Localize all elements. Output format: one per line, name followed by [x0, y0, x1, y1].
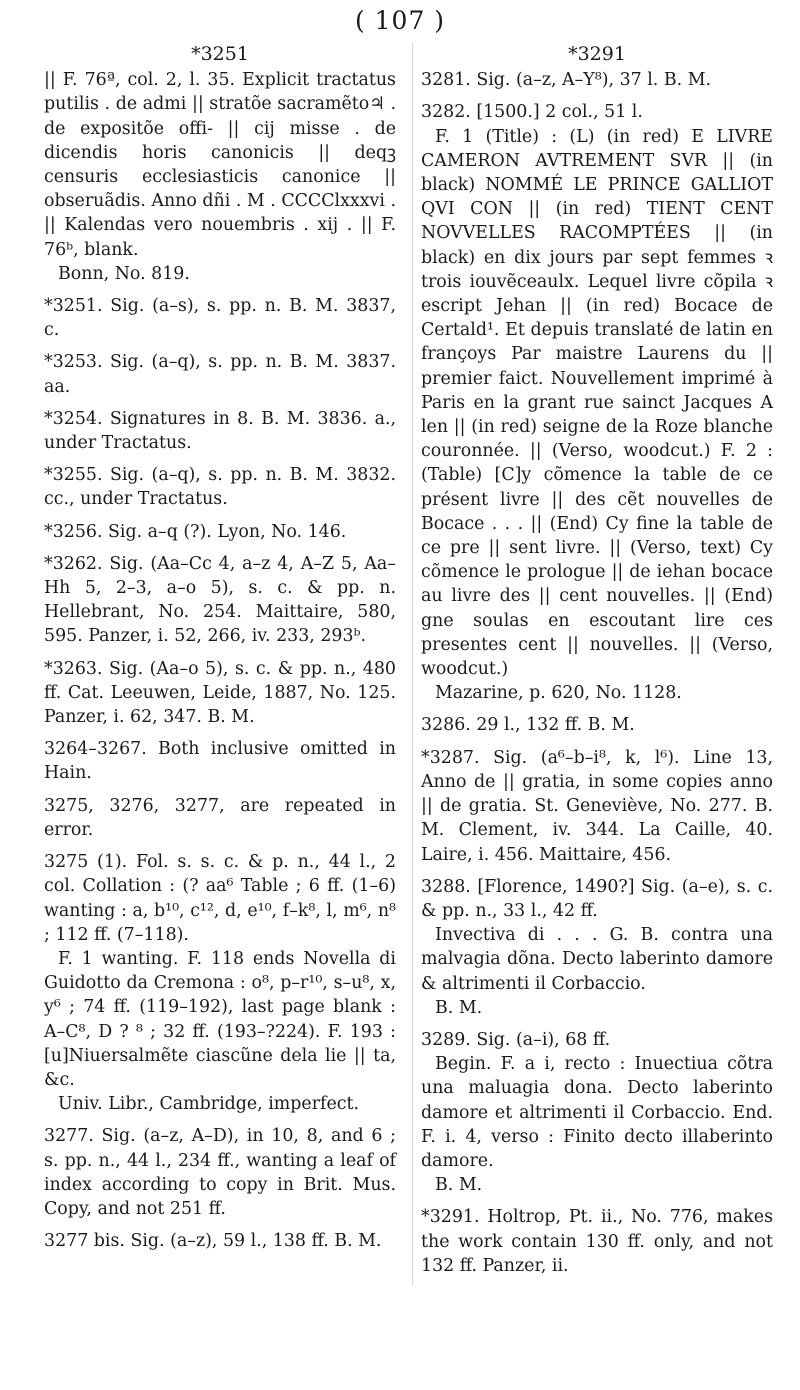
entry-paragraph: Univ. Libr., Cambridge, imperfect.: [58, 1094, 360, 1115]
catalogue-entry: [421, 875, 773, 1020]
right-column: [412, 42, 773, 1286]
left-column: [44, 42, 396, 1261]
page-number: ( 107 ): [354, 6, 446, 35]
entry-paragraph: *3263. Sig. (Aa–o 5), s. c. & pp. n., 480 ff. Cat. Leeuwen, Leide, 1887, No. 125. Panzer, i. 62, 347. B. M.: [44, 658, 396, 728]
catalogue-entry: [44, 68, 396, 286]
catalogue-entry: [44, 294, 396, 342]
catalogue-entry: [421, 1028, 773, 1197]
entry-paragraph: 3289. Sig. (a–i), 68 ff.: [421, 1029, 611, 1050]
entry-paragraph: *3291. Holtrop, Pt. ii., No. 776, makes the work contain 130 ff. only, and not 132 ff. Panzer, ii.: [421, 1207, 773, 1276]
entry-paragraph: B. M.: [435, 997, 483, 1018]
entry-paragraph: 3288. [Florence, 1490?] Sig. (a–e), s. c. & pp. n., 33 l., 42 ff.: [421, 876, 773, 921]
catalogue-entry: [44, 1124, 396, 1221]
entry-paragraph: 3275, 3276, 3277, are repeated in error.: [44, 795, 396, 840]
catalogue-entry: [44, 657, 396, 730]
entry-paragraph: 3281. Sig. (a–z, A–Y⁸), 37 l. B. M.: [421, 70, 712, 91]
catalogue-entry: [44, 794, 396, 842]
entry-paragraph: 3277 bis. Sig. (a–z), 59 l., 138 ff. B. M.: [44, 1231, 382, 1252]
entry-paragraph: Invectiva di . . . G. B. contra una malvagia dõna. Decto laberinto damore & altrimenti il Corbaccio.: [421, 925, 773, 994]
catalogue-entry: [421, 68, 773, 92]
right-entries: [421, 68, 773, 1278]
entry-paragraph: Bonn, No. 819.: [58, 263, 190, 284]
entry-paragraph: B. M.: [435, 1175, 483, 1196]
entry-paragraph: *3287. Sig. (a⁶–b–i⁸, k, l⁶). Line 13, Anno de || gratia, in some copies anno || de gratia. St. Geneviève, No. 277. B. M. Clement, iv. 344. La Caille, 40. Laire, i. 456. Maittaire, 456.: [421, 747, 773, 865]
entry-paragraph: *3251. Sig. (a–s), s. pp. n. B. M. 3837, c.: [44, 296, 396, 341]
catalogue-entry: [44, 350, 396, 398]
entry-paragraph: *3262. Sig. (Aa–Cc 4, a–z 4, A–Z 5, Aa–Hh 5, 2–3, a–o 5), s. c. & pp. n. Hellebrant, No. 254. Maittaire, 580, 595. Panzer, i. 52, 266, iv. 233, 293ᵇ.: [44, 553, 396, 647]
catalogue-entry: [44, 737, 396, 785]
entry-paragraph: 3264–3267. Both inclusive omitted in Hain.: [44, 739, 396, 784]
entry-paragraph: F. 1 wanting. F. 118 ends Novella di Guidotto da Cremona : o⁸, p–r¹⁰, s–u⁸, x, y⁶ ; 74 ff. (119–192), last page blank : A–C⁸, D ? ⁸ ; 32 ff. (193–?224). F. 193 : [u]Niuersalmẽte ciascũne dela lie || ta, &c.: [44, 948, 396, 1090]
right-running-header: *3291: [568, 43, 626, 65]
catalogue-entry: [44, 850, 396, 1116]
entry-paragraph: 3282. [1500.] 2 col., 51 l.: [421, 102, 643, 123]
catalogue-entry: [44, 407, 396, 455]
catalogue-entry: [421, 1205, 773, 1278]
entry-paragraph: Mazarine, p. 620, No. 1128.: [435, 683, 682, 704]
left-running-header: *3251: [191, 43, 249, 65]
entry-paragraph: 3277. Sig. (a–z, A–D), in 10, 8, and 6 ; s. pp. n., 44 l., 234 ff., wanting a leaf of index according to copy in Brit. Mus. Copy, and not 251 ff.: [44, 1126, 396, 1219]
catalogue-entry: [44, 1229, 396, 1253]
entry-paragraph: *3256. Sig. a–q (?). Lyon, No. 146.: [44, 521, 347, 542]
entry-paragraph: F. 1 (Title) : (L) (in red) E LIVRE CAMERON AVTREMENT SVR || (in black) NOMMÉ LE PRINCE GALLIOT QVI CON || (in red) TIENT CENT NOVVELLES RACOMPTÉES || (in black) en dix jours par sept femmes ꝛ trois iouvẽceaulx. Lequel livre cõpila ꝛ escript Jehan || (in red) Bocace de Certald¹. Et depuis translaté de latin en françoys Par maistre Laurens du || premier faict. Nouvellement imprimé à Paris en la grant rue sainct Jacques A len || (in red) seigne de la Roze blanche couronnée. || (Verso, woodcut.) F. 2 : (Table) [C]y cõmence la table de ce présent livre || des cẽt nouvelles de Bocace . . . || (End) Cy fine la table de ce pre || sent livre. || (Verso, text) Cy cõmence le prologue || de iehan bocace au livre des || cent nouvelles. || (End) gne soulas en escoutant lire ces presentes cent || nouvelles. || (Verso, woodcut.): [421, 126, 773, 680]
entry-paragraph: 3275 (1). Fol. s. s. c. & p. n., 44 l., 2 col. Collation : (? aa⁶ Table ; 6 ff. (1–6) wanting : a, b¹⁰, c¹², d, e¹⁰, f–k⁸, l, m⁶, n⁸ ; 112 ff. (7–118).: [44, 852, 396, 945]
catalogue-entry: [44, 520, 396, 544]
catalogue-entry: [421, 100, 773, 705]
catalogue-entry: [421, 746, 773, 867]
entry-paragraph: Begin. F. a i, recto : Inuectiua cõtra una maluagia dona. Decto laberinto damore et altrimenti il Corbaccio. End. F. i. 4, verso : Finito decto illaberinto damore.: [421, 1054, 773, 1171]
catalogue-entry: [421, 713, 773, 737]
catalogue-entry: [44, 552, 396, 649]
entry-paragraph: 3286. 29 l., 132 ff. B. M.: [421, 715, 635, 736]
entry-paragraph: *3253. Sig. (a–q), s. pp. n. B. M. 3837. aa.: [44, 352, 396, 397]
entry-paragraph: || F. 76ª, col. 2, l. 35. Explicit tractatus putilis . de admi || stratõe sacramẽto♃ . de expositõe offi- || cij misse . de dicendis horis canonicis || deqꝫ censuris ecclesiasticis canonice || obseruãdis. Anno dñi . M . CCCClxxxvi . || Kalendas vero nouembris . xij . || F. 76ᵇ, blank.: [44, 70, 396, 260]
entry-paragraph: *3254. Signatures in 8. B. M. 3836. a., under Tractatus.: [44, 408, 396, 454]
catalogue-entry: [44, 463, 396, 511]
left-entries: [44, 68, 396, 1253]
entry-paragraph: *3255. Sig. (a–q), s. pp. n. B. M. 3832. cc., under Tractatus.: [44, 465, 396, 510]
